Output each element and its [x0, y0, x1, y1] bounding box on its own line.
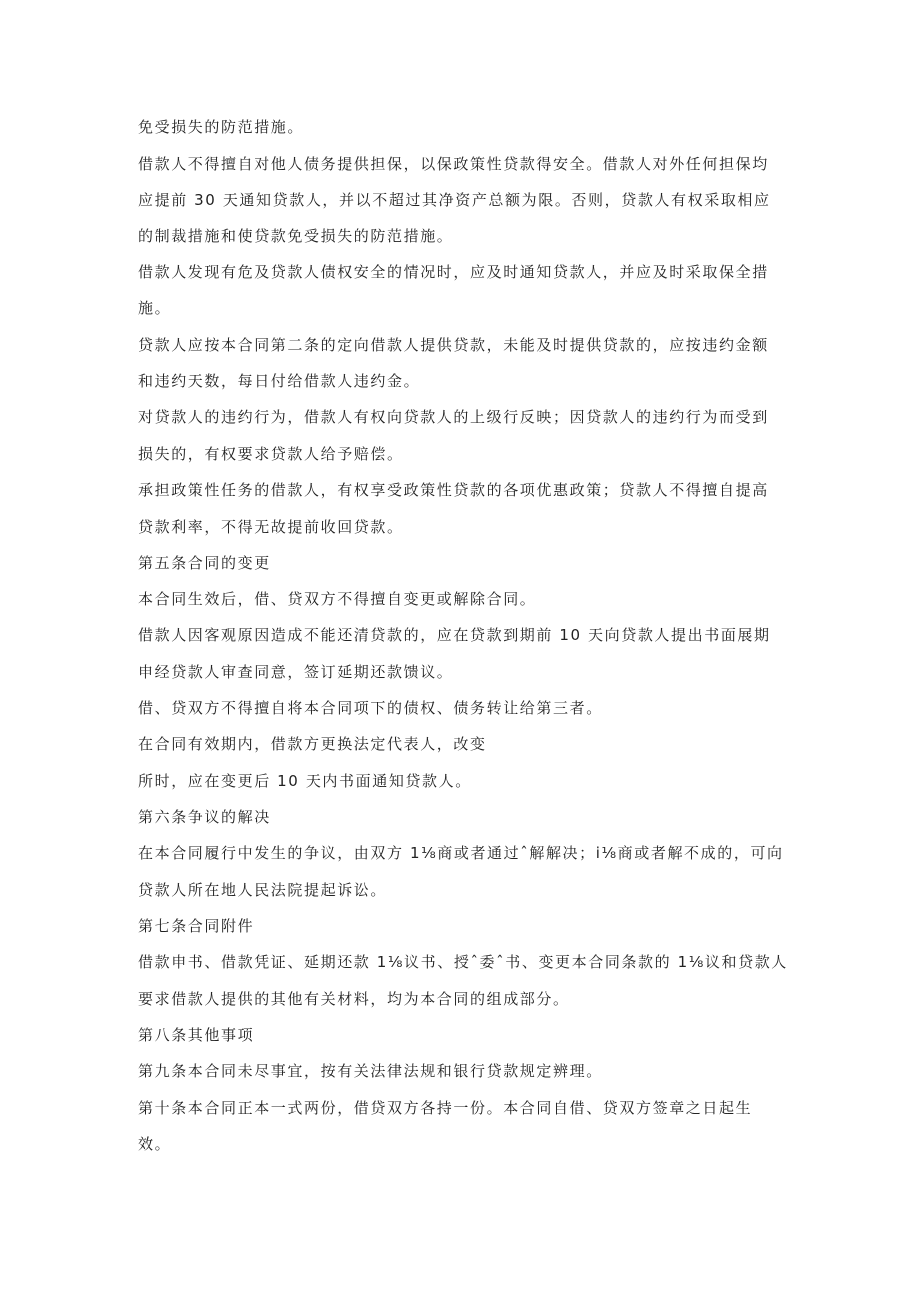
text-line: 效。: [138, 1135, 172, 1153]
text-line: 贷款人应按本合同第二条的定向借款人提供贷款，未能及时提供贷款的，应按违约金额: [138, 336, 769, 354]
text-line: 在本合同履行中发生的争议，由双方 1⅛商或者通过ˆ解解决；i⅛商或者解不成的，可向: [138, 844, 784, 862]
text-line: 借款人发现有危及贷款人债权安全的情况时，应及时通知贷款人，并应及时采取保全措: [138, 263, 769, 281]
text-line: 对贷款人的违约行为，借款人有权向贷款人的上级行反映；因贷款人的违约行为而受到: [138, 408, 769, 426]
text-line: 在合同有效期内，借款方更换法定代表人，改变: [138, 735, 487, 753]
text-line: 借款人因客观原因造成不能还清贷款的，应在贷款到期前 10 天向贷款人提出书面展期: [138, 626, 771, 644]
text-line: 承担政策性任务的借款人，有权享受政策性贷款的各项优惠政策；贷款人不得擅自提高: [138, 481, 769, 499]
text-line: 损失的，有权要求贷款人给予赔偿。: [138, 445, 404, 463]
text-line: 贷款利率，不得无故提前收回贷款。: [138, 518, 404, 536]
section-heading: 第八条其他事项: [138, 1026, 255, 1044]
text-line: 要求借款人提供的其他有关材料，均为本合同的组成部分。: [138, 990, 570, 1008]
text-line: 第十条本合同正本一式两份，借贷双方各持一份。本合同自借、贷双方签章之日起生: [138, 1099, 753, 1117]
text-line: 和违约天数，每日付给借款人违约金。: [138, 372, 421, 390]
text-line: 施。: [138, 299, 172, 317]
text-line: 第九条本合同未尽事宜，按有关法律法规和银行贷款规定辨理。: [138, 1062, 603, 1080]
text-line: 借款人不得擅自对他人债务提供担保，以保政策性贷款得安全。借款人对外任何担保均: [138, 155, 769, 173]
text-line: 所时，应在变更后 10 天内书面通知贷款人。: [138, 772, 472, 790]
text-line: 贷款人所在地人民法院提起诉讼。: [138, 881, 388, 899]
section-heading: 第五条合同的变更: [138, 554, 271, 572]
text-line: 借、贷双方不得擅自将本合同项下的债权、债务转让给第三者。: [138, 699, 603, 717]
text-line: 应提前 30 天通知贷款人，并以不超过其净资产总额为限。否则，贷款人有权采取相应: [138, 191, 771, 209]
text-line: 免受损失的防范措施。: [138, 118, 305, 136]
text-line: 本合同生效后，借、贷双方不得擅自变更或解除合同。: [138, 590, 537, 608]
text-line: 的制裁措施和使贷款免受损失的防范措施。: [138, 227, 454, 245]
section-heading: 第六条争议的解决: [138, 808, 271, 826]
text-line: 借款申书、借款凭证、延期还款 1⅛议书、授ˆ委ˆ书、变更本合同条款的 1⅛议和贷款人: [138, 953, 788, 971]
section-heading: 第七条合同附件: [138, 917, 255, 935]
text-line: 申经贷款人审查同意，签订延期还款馈议。: [138, 663, 454, 681]
